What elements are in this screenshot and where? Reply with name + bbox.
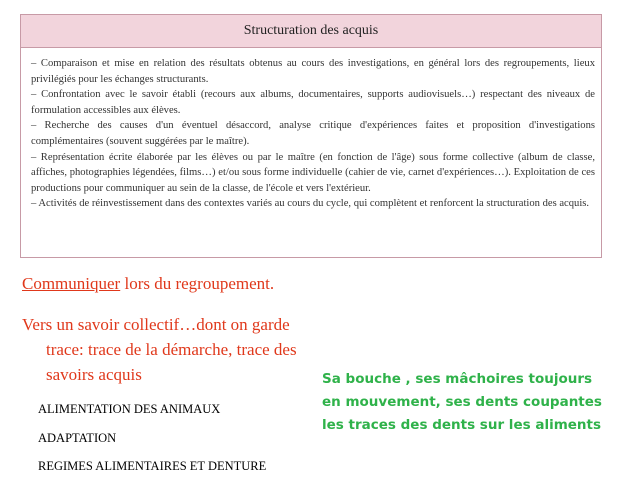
panel-header [21,15,601,48]
communicate-line [22,273,274,295]
bullet-representation: – Représentation écrite élaborée par les élèves ou par le maître (en fonction de l'âge) sous forme collective (album de classe, affiches, photographies légendées, films…) et/ou sous forme individuelle (cahier de vie, carnet d'expériences…). Exploitation de ces productions pour communiquer au sein de la classe, de l'école et vers l'extérieur. [31,151,595,194]
collective-line-1: Vers un savoir collectif…dont on garde [22,315,290,334]
collective-line-3: savoirs acquis [46,365,142,384]
collective-line-2: trace: trace de la démarche, trace des [46,340,297,359]
bullet-recherche: – Recherche des causes d'un éventuel désaccord, analyse critique d'expériences faites et proposition d'investigations complémentaires (souvent suggérées par le maître). [31,120,595,147]
bullet-comparaison: – Comparaison et mise en relation des résultats obtenus au cours des investigations, en général lors des regroupements, lieux privilégiés pour les échanges structurants. [31,58,595,85]
note-line-2: en mouvement, ses dents coupantes [322,394,602,410]
bullet-activites: – Activités de réinvestissement dans des contextes variés au cours du cycle, qui complètent et renforcent la structuration des acquis. [31,198,590,210]
communiquer-link[interactable]: Communiquer [22,274,121,293]
bullet-confrontation: – Confrontation avec le savoir établi (recours aux albums, documentaires, supports audiovisuels…) respectant des niveaux de formulation accessibles aux élèves. [31,89,595,116]
panel-title: Structuration des acquis [243,23,379,38]
topic-adaptation: ADAPTATION [38,431,117,445]
teeth-note [322,368,602,437]
structuration-panel [20,14,602,258]
panel-body [21,48,601,212]
note-line-3: les traces des dents sur les aliments [322,417,602,433]
note-line-1: Sa bouche , ses mâchoires toujours [322,371,593,387]
communicate-rest: lors du regroupement. [120,274,275,293]
topic-alimentation: ALIMENTATION DES ANIMAUX [38,402,221,416]
topic-regimes: REGIMES ALIMENTAIRES ET DENTURE [38,459,267,473]
